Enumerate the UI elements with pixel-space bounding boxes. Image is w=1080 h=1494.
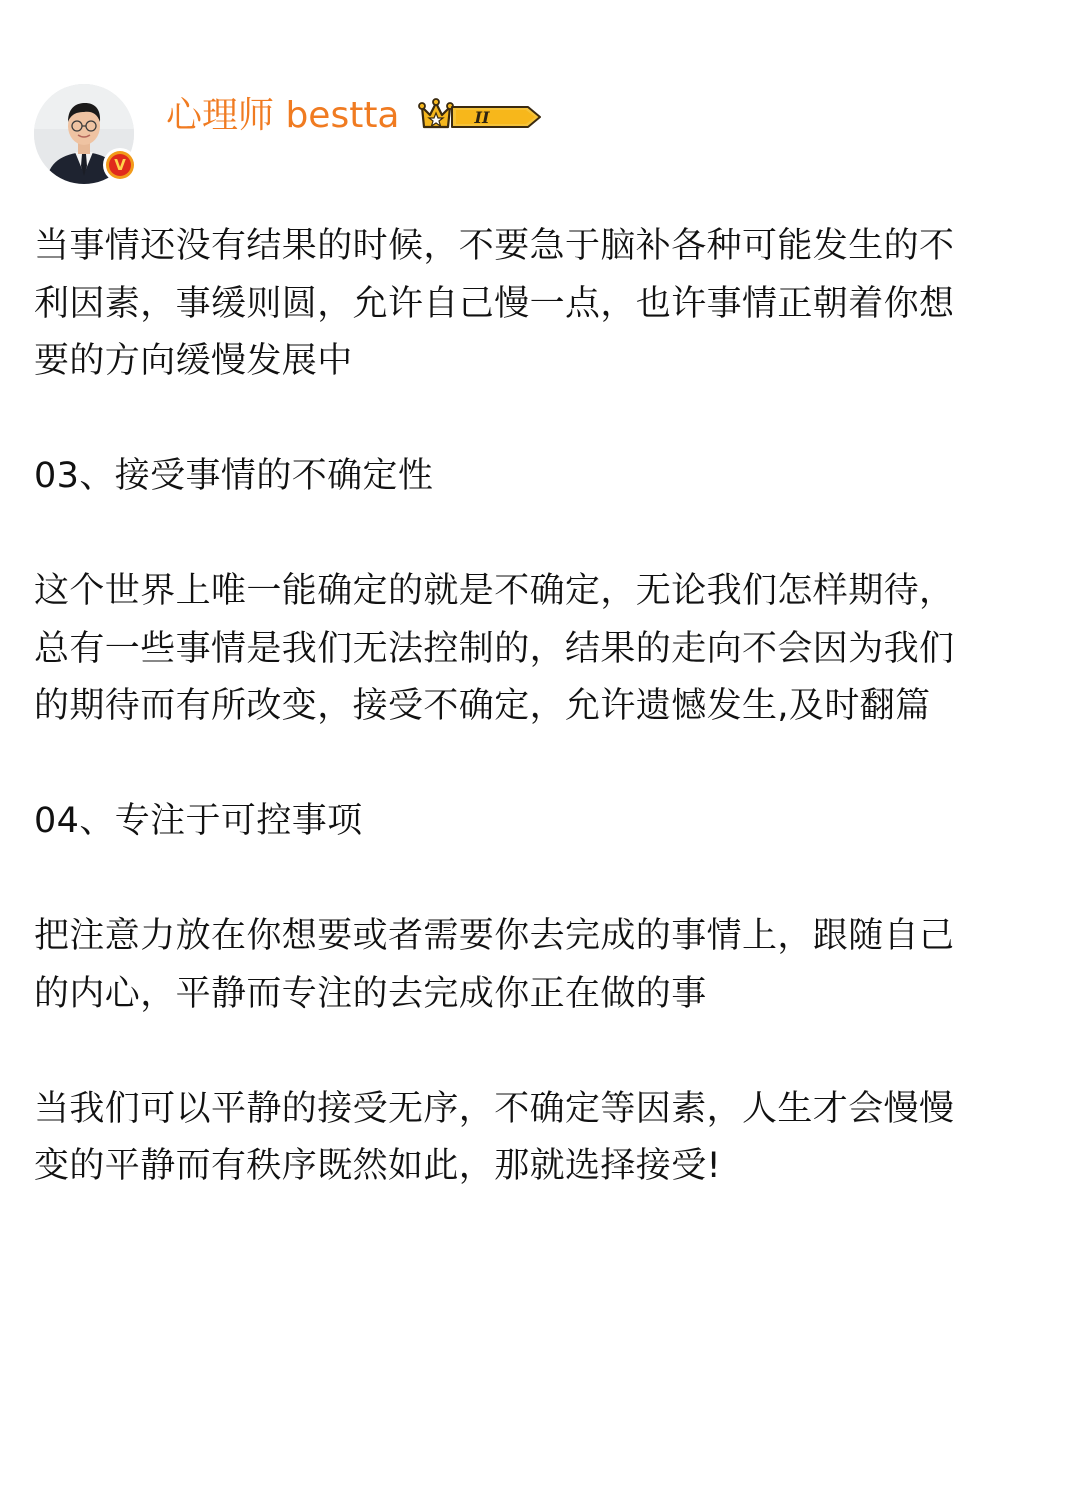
text-line: 当事情还没有结果的时候，不要急于脑补各种可能发生的不 — [34, 226, 955, 266]
text-line: 把注意力放在你想要或者需要你去完成的事情上，跟随自己 — [34, 916, 955, 956]
text-line: 当我们可以平静的接受无序，不确定等因素，人生才会慢慢 — [34, 1088, 955, 1129]
post-paragraph-3 — [34, 908, 1046, 1023]
verified-badge-ring — [106, 151, 134, 179]
blank-line — [34, 506, 1046, 564]
post-paragraph-4 — [34, 1081, 1046, 1196]
crown-rank-icon[interactable] — [416, 97, 512, 133]
verified-v-icon — [103, 148, 137, 182]
text-line: 总有一些事情是我们无法控制的，结果的走向不会因为我们 — [34, 628, 955, 669]
blank-line — [34, 736, 1046, 794]
blank-line — [34, 1023, 1046, 1081]
author-name[interactable]: 心理师 bestta — [166, 95, 400, 136]
text-line: 的期待而有所改变，接受不确定，允许遗憾发生,及时翻篇 — [34, 686, 931, 726]
post-author-header — [34, 84, 1034, 186]
blank-line — [34, 851, 1046, 909]
post-paragraph-2 — [34, 563, 1046, 736]
section-heading-04: 04、专注于可控事项 — [34, 801, 363, 841]
verified-badge-letter: V — [109, 154, 131, 176]
section-heading-03: 03、接受事情的不确定性 — [34, 456, 434, 496]
text-line: 这个世界上唯一能确定的就是不确定，无论我们怎样期待， — [34, 571, 955, 611]
blank-line — [34, 391, 1046, 449]
text-line: 利因素，事缓则圆，允许自己慢一点，也许事情正朝着你想 — [34, 283, 955, 324]
rank-level-text: II — [474, 108, 490, 127]
post-paragraph-1 — [34, 218, 1046, 391]
post-body — [34, 218, 1046, 1196]
text-line: 的内心，平静而专注的去完成你正在做的事 — [34, 973, 707, 1014]
author-avatar[interactable] — [34, 84, 134, 184]
text-line: 变的平静而有秩序既然如此，那就选择接受! — [34, 1146, 722, 1186]
text-line: 要的方向缓慢发展中 — [34, 341, 353, 381]
